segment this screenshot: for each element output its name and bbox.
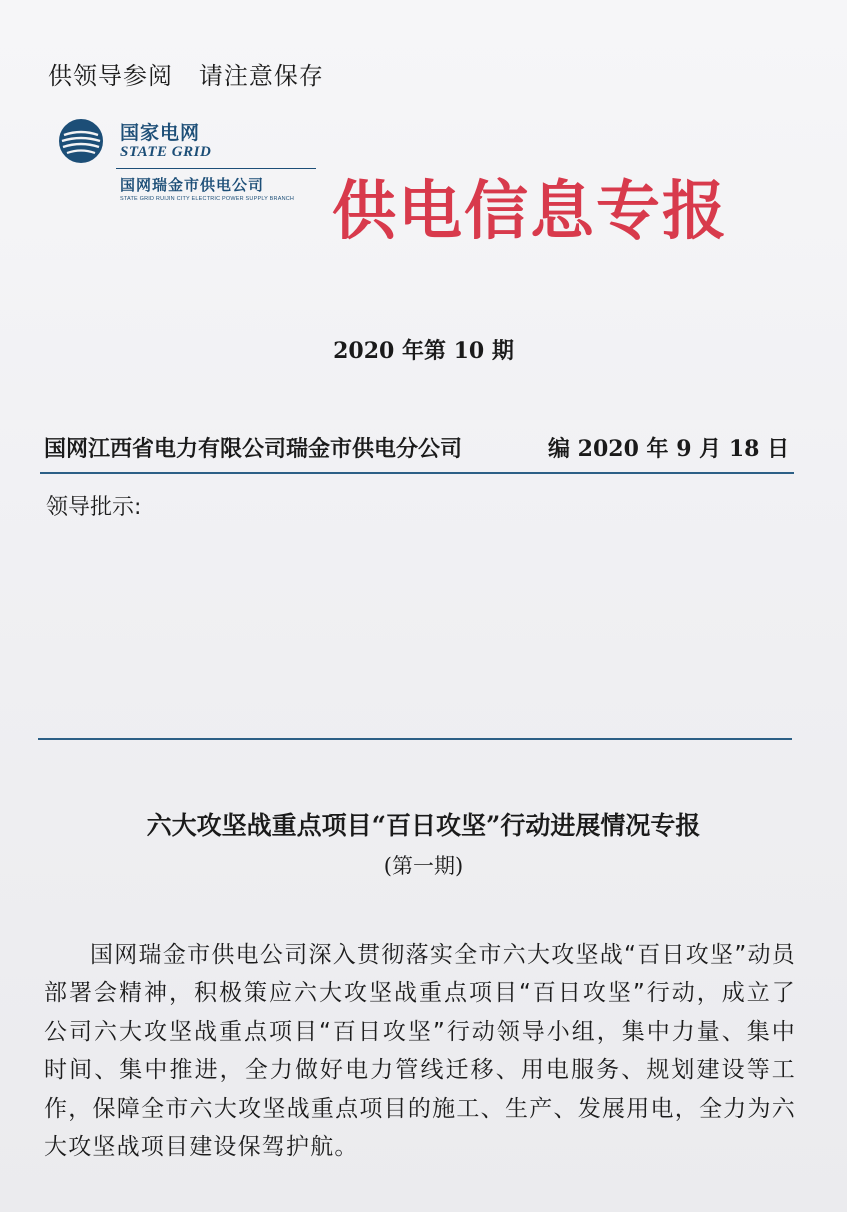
masthead-title: 供电信息专报	[332, 174, 728, 249]
branch-name-en: STATE GRID RUIJIN CITY ELECTRIC POWER SUPPLY BRANCH	[120, 196, 295, 202]
article-body: 国网瑞金市供电公司深入贯彻落实全市六大攻坚战“百日攻坚”动员部署会精神，积极策应六大攻坚战重点项目“百日攻坚”行动，成立了公司六大攻坚战重点项目“百日攻坚”行动领导小组，集中力量、集中时间、集中推进，全力做好电力管线迁移、用电服务、规划建设等工作，保障全市六大攻坚战重点项目的施工、生产、发展用电，全力为六大攻坚战项目建设保驾护航。	[44, 942, 796, 1161]
logo-name-cn: 国家电网	[120, 122, 201, 144]
header-rule	[40, 472, 794, 474]
article-headline: 六大攻坚战重点项目“百日攻坚”行动进展情况专报	[146, 811, 701, 840]
compiler-name: 国网江西省电力有限公司瑞金市供电分公司	[44, 436, 463, 462]
state-grid-logo	[58, 118, 318, 218]
branch-name-cn: 国网瑞金市供电公司	[120, 176, 265, 194]
circulation-notice: 供领导参阅 请注意保存	[48, 62, 324, 90]
edit-date: 编 2020 年 9 月 18 日	[548, 436, 790, 462]
state-grid-globe-icon	[58, 118, 104, 164]
issue-number: 2020 年第 10 期	[333, 338, 514, 364]
article-subheading: (第一期)	[383, 854, 464, 878]
logo-divider	[116, 168, 316, 169]
section-rule	[38, 738, 792, 740]
leader-instructions-label: 领导批示:	[46, 495, 142, 520]
logo-name-en: STATE GRID	[120, 144, 212, 160]
